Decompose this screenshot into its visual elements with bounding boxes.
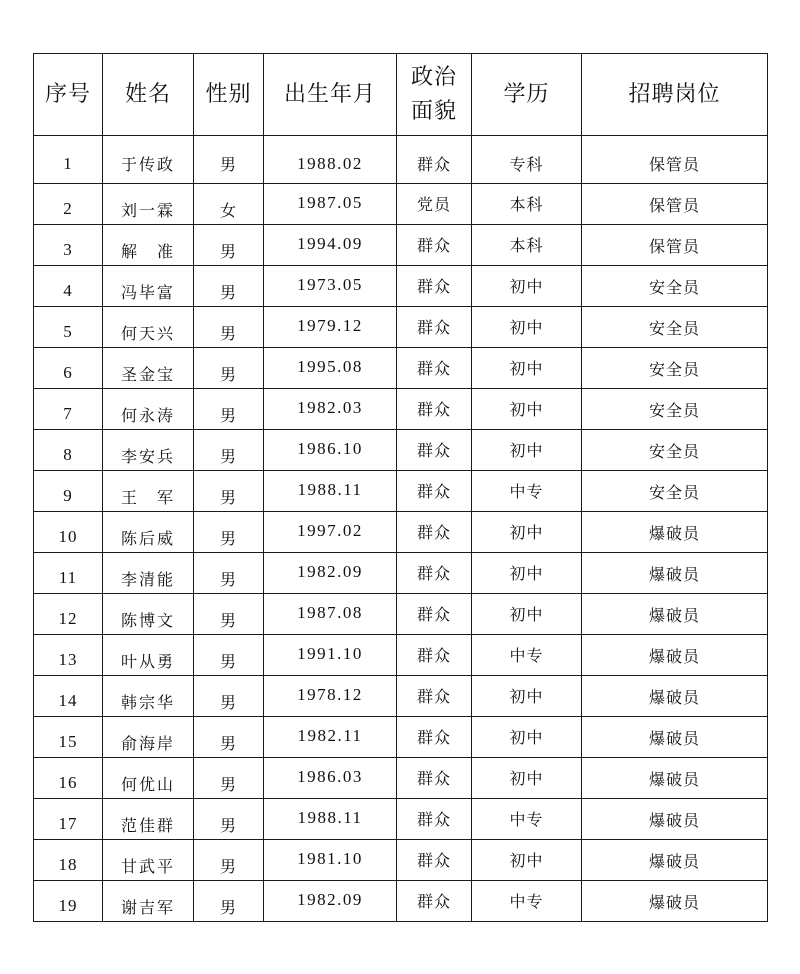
cell-gender xyxy=(194,840,264,881)
cell-birth-text: 1986.10 xyxy=(297,439,363,458)
cell-gender xyxy=(194,512,264,553)
cell-post-text: 保管员 xyxy=(648,155,700,174)
cell-political-status xyxy=(397,758,472,799)
cell-gender-text: 男 xyxy=(219,446,237,466)
cell-post-text: 安全员 xyxy=(648,441,700,461)
cell-gender xyxy=(194,307,264,348)
cell-post-text: 爆破员 xyxy=(648,646,700,666)
cell-post xyxy=(582,225,768,266)
cell-political-status-text: 群众 xyxy=(416,563,451,583)
cell-birth xyxy=(264,840,397,881)
cell-id-text: 3 xyxy=(63,240,73,259)
cell-gender-text: 男 xyxy=(219,487,237,507)
cell-id-text: 14 xyxy=(58,691,78,710)
cell-gender xyxy=(194,430,264,471)
cell-name-text: 何优山 xyxy=(120,774,175,794)
cell-post xyxy=(582,881,768,922)
cell-political-status-text: 群众 xyxy=(416,358,451,378)
table-row xyxy=(34,553,768,594)
cell-name-text: 叶从勇 xyxy=(120,651,175,671)
cell-political-status-text: 群众 xyxy=(416,645,451,665)
cell-id-text: 6 xyxy=(63,363,73,382)
cell-name xyxy=(103,676,194,717)
cell-id-text: 2 xyxy=(63,199,73,218)
table-row xyxy=(34,225,768,266)
cell-name-text: 王 军 xyxy=(120,487,175,507)
cell-gender-text: 男 xyxy=(219,569,237,589)
cell-post xyxy=(582,136,768,184)
cell-birth xyxy=(264,348,397,389)
cell-post-text: 爆破员 xyxy=(648,523,700,543)
cell-education xyxy=(472,881,582,922)
cell-birth xyxy=(264,717,397,758)
header-education: 学历 xyxy=(472,54,582,136)
cell-birth-text: 1994.09 xyxy=(297,234,363,253)
cell-political-status xyxy=(397,512,472,553)
cell-id xyxy=(34,184,103,225)
cell-birth-text: 1973.05 xyxy=(297,275,363,294)
cell-id-text: 13 xyxy=(58,650,78,669)
cell-id xyxy=(34,266,103,307)
cell-political-status-text: 群众 xyxy=(416,686,451,706)
cell-gender-text: 男 xyxy=(219,155,237,174)
cell-political-status xyxy=(397,430,472,471)
table-row xyxy=(34,307,768,348)
table-row xyxy=(34,881,768,922)
table-row xyxy=(34,348,768,389)
cell-political-status-text: 党员 xyxy=(416,194,451,214)
cell-birth xyxy=(264,881,397,922)
cell-id-text: 17 xyxy=(58,814,78,833)
recruitment-roster-table xyxy=(33,53,768,922)
cell-education xyxy=(472,307,582,348)
cell-name xyxy=(103,635,194,676)
cell-political-status xyxy=(397,348,472,389)
cell-id xyxy=(34,758,103,799)
cell-name-text: 陈博文 xyxy=(120,610,175,630)
cell-education-text: 中专 xyxy=(509,645,544,665)
table-row xyxy=(34,799,768,840)
cell-post-text: 爆破员 xyxy=(648,687,700,707)
cell-id-text: 8 xyxy=(63,445,73,464)
table-row xyxy=(34,512,768,553)
header-political-status-line2: 面貌 xyxy=(410,98,457,124)
cell-id-text: 1 xyxy=(63,153,73,173)
cell-political-status xyxy=(397,184,472,225)
cell-id xyxy=(34,225,103,266)
cell-post-text: 爆破员 xyxy=(648,564,700,584)
header-id: 序号 xyxy=(34,54,103,136)
cell-gender xyxy=(194,799,264,840)
cell-id xyxy=(34,389,103,430)
cell-post xyxy=(582,676,768,717)
cell-name xyxy=(103,389,194,430)
cell-name-text: 谢吉军 xyxy=(120,897,175,917)
cell-political-status xyxy=(397,307,472,348)
cell-political-status xyxy=(397,840,472,881)
cell-id-text: 9 xyxy=(63,486,73,505)
cell-gender-text: 男 xyxy=(219,692,237,712)
cell-post-text: 安全员 xyxy=(648,277,700,297)
cell-birth-text: 1988.02 xyxy=(297,153,363,173)
cell-political-status-text: 群众 xyxy=(416,155,451,174)
cell-name-text: 李清能 xyxy=(120,569,175,589)
cell-education xyxy=(472,717,582,758)
cell-gender-text: 男 xyxy=(219,733,237,753)
cell-name xyxy=(103,348,194,389)
cell-id xyxy=(34,881,103,922)
cell-education xyxy=(472,184,582,225)
cell-id-text: 4 xyxy=(63,281,73,300)
cell-birth xyxy=(264,553,397,594)
cell-political-status xyxy=(397,881,472,922)
cell-gender xyxy=(194,389,264,430)
cell-id xyxy=(34,594,103,635)
cell-name-text: 何天兴 xyxy=(120,323,175,343)
cell-education-text: 初中 xyxy=(509,727,544,747)
cell-name xyxy=(103,225,194,266)
cell-political-status-text: 群众 xyxy=(416,850,451,870)
cell-name xyxy=(103,799,194,840)
cell-name-text: 俞海岸 xyxy=(120,733,175,753)
cell-gender-text: 男 xyxy=(219,323,237,343)
cell-name xyxy=(103,881,194,922)
cell-education-text: 初中 xyxy=(509,563,544,583)
cell-post-text: 爆破员 xyxy=(648,728,700,748)
cell-name-text: 李安兵 xyxy=(120,446,175,466)
cell-gender xyxy=(194,471,264,512)
cell-birth xyxy=(264,471,397,512)
cell-id xyxy=(34,799,103,840)
cell-id-text: 18 xyxy=(58,855,78,874)
table-row xyxy=(34,136,768,184)
cell-name-text: 刘一霖 xyxy=(120,200,175,220)
table-row xyxy=(34,266,768,307)
header-post: 招聘岗位 xyxy=(582,54,768,136)
cell-gender xyxy=(194,676,264,717)
cell-education-text: 初中 xyxy=(509,440,544,460)
cell-name-text: 甘武平 xyxy=(120,856,175,876)
cell-political-status xyxy=(397,717,472,758)
cell-gender-text: 男 xyxy=(219,651,237,671)
cell-gender xyxy=(194,717,264,758)
cell-name-text: 陈后威 xyxy=(120,528,175,548)
cell-name-text: 范佳群 xyxy=(120,815,175,835)
cell-education xyxy=(472,840,582,881)
cell-birth-text: 1982.09 xyxy=(297,890,363,909)
cell-gender xyxy=(194,594,264,635)
cell-political-status xyxy=(397,225,472,266)
cell-name-text: 圣金宝 xyxy=(120,364,175,384)
cell-education xyxy=(472,348,582,389)
table-row xyxy=(34,594,768,635)
cell-education xyxy=(472,635,582,676)
cell-birth xyxy=(264,225,397,266)
cell-birth-text: 1982.03 xyxy=(297,398,363,417)
cell-birth xyxy=(264,184,397,225)
cell-id xyxy=(34,840,103,881)
cell-gender xyxy=(194,348,264,389)
cell-birth xyxy=(264,512,397,553)
cell-education-text: 初中 xyxy=(509,399,544,419)
table-row xyxy=(34,389,768,430)
cell-post-text: 安全员 xyxy=(648,359,700,379)
cell-gender-text: 男 xyxy=(219,774,237,794)
cell-name xyxy=(103,594,194,635)
header-political-status-line1: 政治 xyxy=(410,64,457,90)
cell-political-status-text: 群众 xyxy=(416,399,451,419)
cell-birth-text: 1978.12 xyxy=(297,685,363,704)
cell-post xyxy=(582,553,768,594)
cell-political-status-text: 群众 xyxy=(416,891,451,911)
cell-gender xyxy=(194,758,264,799)
cell-birth xyxy=(264,799,397,840)
cell-post-text: 安全员 xyxy=(648,482,700,502)
cell-birth-text: 1981.10 xyxy=(297,849,363,868)
cell-political-status-text: 群众 xyxy=(416,604,451,624)
cell-gender xyxy=(194,881,264,922)
cell-education xyxy=(472,225,582,266)
cell-education-text: 中专 xyxy=(509,809,544,829)
cell-id-text: 5 xyxy=(63,322,73,341)
cell-post xyxy=(582,307,768,348)
cell-political-status xyxy=(397,136,472,184)
cell-education xyxy=(472,594,582,635)
cell-post-text: 安全员 xyxy=(648,318,700,338)
cell-post xyxy=(582,471,768,512)
cell-gender-text: 男 xyxy=(219,897,237,917)
cell-gender xyxy=(194,184,264,225)
header-political-status xyxy=(397,54,472,136)
cell-id xyxy=(34,307,103,348)
cell-id-text: 19 xyxy=(58,896,78,915)
cell-post-text: 爆破员 xyxy=(648,605,700,625)
cell-education xyxy=(472,266,582,307)
cell-gender-text: 男 xyxy=(219,856,237,876)
cell-birth xyxy=(264,430,397,471)
cell-name xyxy=(103,717,194,758)
cell-post-text: 爆破员 xyxy=(648,892,700,912)
cell-political-status xyxy=(397,594,472,635)
cell-political-status-text: 群众 xyxy=(416,481,451,501)
cell-political-status xyxy=(397,266,472,307)
table-row xyxy=(34,635,768,676)
cell-birth-text: 1997.02 xyxy=(297,521,363,540)
cell-education-text: 专科 xyxy=(509,155,544,174)
cell-gender-text: 男 xyxy=(219,241,237,261)
cell-birth xyxy=(264,136,397,184)
cell-post xyxy=(582,184,768,225)
cell-political-status-text: 群众 xyxy=(416,440,451,460)
cell-birth-text: 1979.12 xyxy=(297,316,363,335)
cell-gender-text: 男 xyxy=(219,610,237,630)
cell-id xyxy=(34,430,103,471)
cell-name xyxy=(103,758,194,799)
table-row xyxy=(34,471,768,512)
table-row xyxy=(34,840,768,881)
cell-political-status xyxy=(397,799,472,840)
cell-education-text: 中专 xyxy=(509,891,544,911)
cell-name-text: 于传政 xyxy=(120,155,175,174)
cell-education-text: 初中 xyxy=(509,522,544,542)
cell-post xyxy=(582,717,768,758)
cell-birth-text: 1991.10 xyxy=(297,644,363,663)
cell-id xyxy=(34,512,103,553)
header-gender: 性别 xyxy=(194,54,264,136)
cell-post-text: 安全员 xyxy=(648,400,700,420)
cell-id xyxy=(34,348,103,389)
cell-education-text: 初中 xyxy=(509,686,544,706)
cell-post xyxy=(582,799,768,840)
table-header-row xyxy=(34,54,768,136)
cell-birth xyxy=(264,307,397,348)
table-row xyxy=(34,676,768,717)
cell-name xyxy=(103,471,194,512)
cell-political-status xyxy=(397,635,472,676)
cell-name xyxy=(103,840,194,881)
cell-birth-text: 1982.09 xyxy=(297,562,363,581)
cell-post xyxy=(582,840,768,881)
cell-gender-text: 女 xyxy=(219,200,237,220)
cell-id xyxy=(34,553,103,594)
cell-id xyxy=(34,717,103,758)
cell-name-text: 韩宗华 xyxy=(120,692,175,712)
cell-education-text: 初中 xyxy=(509,358,544,378)
cell-political-status xyxy=(397,676,472,717)
cell-post xyxy=(582,635,768,676)
cell-name xyxy=(103,307,194,348)
cell-gender-text: 男 xyxy=(219,815,237,835)
cell-education xyxy=(472,512,582,553)
cell-id-text: 12 xyxy=(58,609,78,628)
cell-gender-text: 男 xyxy=(219,282,237,302)
cell-education xyxy=(472,758,582,799)
cell-id-text: 16 xyxy=(58,773,78,792)
cell-education-text: 初中 xyxy=(509,604,544,624)
cell-id-text: 10 xyxy=(58,527,78,546)
cell-education xyxy=(472,676,582,717)
cell-education-text: 初中 xyxy=(509,317,544,337)
cell-education-text: 本科 xyxy=(509,194,544,214)
cell-political-status xyxy=(397,471,472,512)
cell-id xyxy=(34,635,103,676)
cell-gender-text: 男 xyxy=(219,528,237,548)
cell-post xyxy=(582,594,768,635)
cell-education xyxy=(472,799,582,840)
cell-education xyxy=(472,553,582,594)
cell-id xyxy=(34,136,103,184)
cell-political-status-text: 群众 xyxy=(416,809,451,829)
cell-birth-text: 1988.11 xyxy=(297,480,363,499)
table-row xyxy=(34,430,768,471)
cell-birth-text: 1995.08 xyxy=(297,357,363,376)
cell-birth-text: 1988.11 xyxy=(297,808,363,827)
cell-post-text: 爆破员 xyxy=(648,810,700,830)
cell-education-text: 本科 xyxy=(509,235,544,255)
cell-birth xyxy=(264,676,397,717)
cell-education xyxy=(472,389,582,430)
cell-name xyxy=(103,553,194,594)
cell-birth-text: 1982.11 xyxy=(297,726,363,745)
cell-education xyxy=(472,136,582,184)
cell-political-status xyxy=(397,553,472,594)
cell-gender xyxy=(194,553,264,594)
cell-political-status-text: 群众 xyxy=(416,727,451,747)
cell-education xyxy=(472,471,582,512)
cell-political-status-text: 群众 xyxy=(416,235,451,255)
table-row xyxy=(34,758,768,799)
cell-post xyxy=(582,430,768,471)
cell-gender xyxy=(194,225,264,266)
cell-birth-text: 1987.05 xyxy=(297,193,363,212)
cell-gender-text: 男 xyxy=(219,364,237,384)
cell-post xyxy=(582,389,768,430)
cell-name xyxy=(103,184,194,225)
cell-id-text: 15 xyxy=(58,732,78,751)
cell-id-text: 7 xyxy=(63,404,73,423)
cell-gender xyxy=(194,266,264,307)
cell-gender-text: 男 xyxy=(219,405,237,425)
cell-gender xyxy=(194,635,264,676)
cell-birth xyxy=(264,635,397,676)
cell-post xyxy=(582,512,768,553)
cell-political-status-text: 群众 xyxy=(416,768,451,788)
cell-political-status-text: 群众 xyxy=(416,522,451,542)
cell-birth-text: 1986.03 xyxy=(297,767,363,786)
cell-name-text: 解 准 xyxy=(120,241,175,261)
cell-birth xyxy=(264,594,397,635)
cell-name-text: 冯毕富 xyxy=(120,282,175,302)
cell-education xyxy=(472,430,582,471)
cell-id-text: 11 xyxy=(58,568,78,587)
cell-post xyxy=(582,266,768,307)
cell-name xyxy=(103,136,194,184)
cell-political-status-text: 群众 xyxy=(416,317,451,337)
cell-post-text: 保管员 xyxy=(648,236,700,256)
cell-birth-text: 1987.08 xyxy=(297,603,363,622)
cell-education-text: 中专 xyxy=(509,481,544,501)
cell-birth xyxy=(264,266,397,307)
cell-birth xyxy=(264,389,397,430)
cell-name xyxy=(103,512,194,553)
cell-post-text: 保管员 xyxy=(648,195,700,215)
cell-id xyxy=(34,471,103,512)
cell-education-text: 初中 xyxy=(509,768,544,788)
cell-post xyxy=(582,758,768,799)
cell-post-text: 爆破员 xyxy=(648,851,700,871)
cell-political-status-text: 群众 xyxy=(416,276,451,296)
header-birth: 出生年月 xyxy=(264,54,397,136)
cell-birth xyxy=(264,758,397,799)
table-body xyxy=(34,136,768,922)
cell-education-text: 初中 xyxy=(509,276,544,296)
table-row xyxy=(34,717,768,758)
cell-political-status xyxy=(397,389,472,430)
cell-education-text: 初中 xyxy=(509,850,544,870)
cell-post xyxy=(582,348,768,389)
cell-id xyxy=(34,676,103,717)
cell-gender xyxy=(194,136,264,184)
cell-name xyxy=(103,266,194,307)
table-row xyxy=(34,184,768,225)
cell-name-text: 何永涛 xyxy=(120,405,175,425)
cell-name xyxy=(103,430,194,471)
header-name: 姓名 xyxy=(103,54,194,136)
cell-post-text: 爆破员 xyxy=(648,769,700,789)
